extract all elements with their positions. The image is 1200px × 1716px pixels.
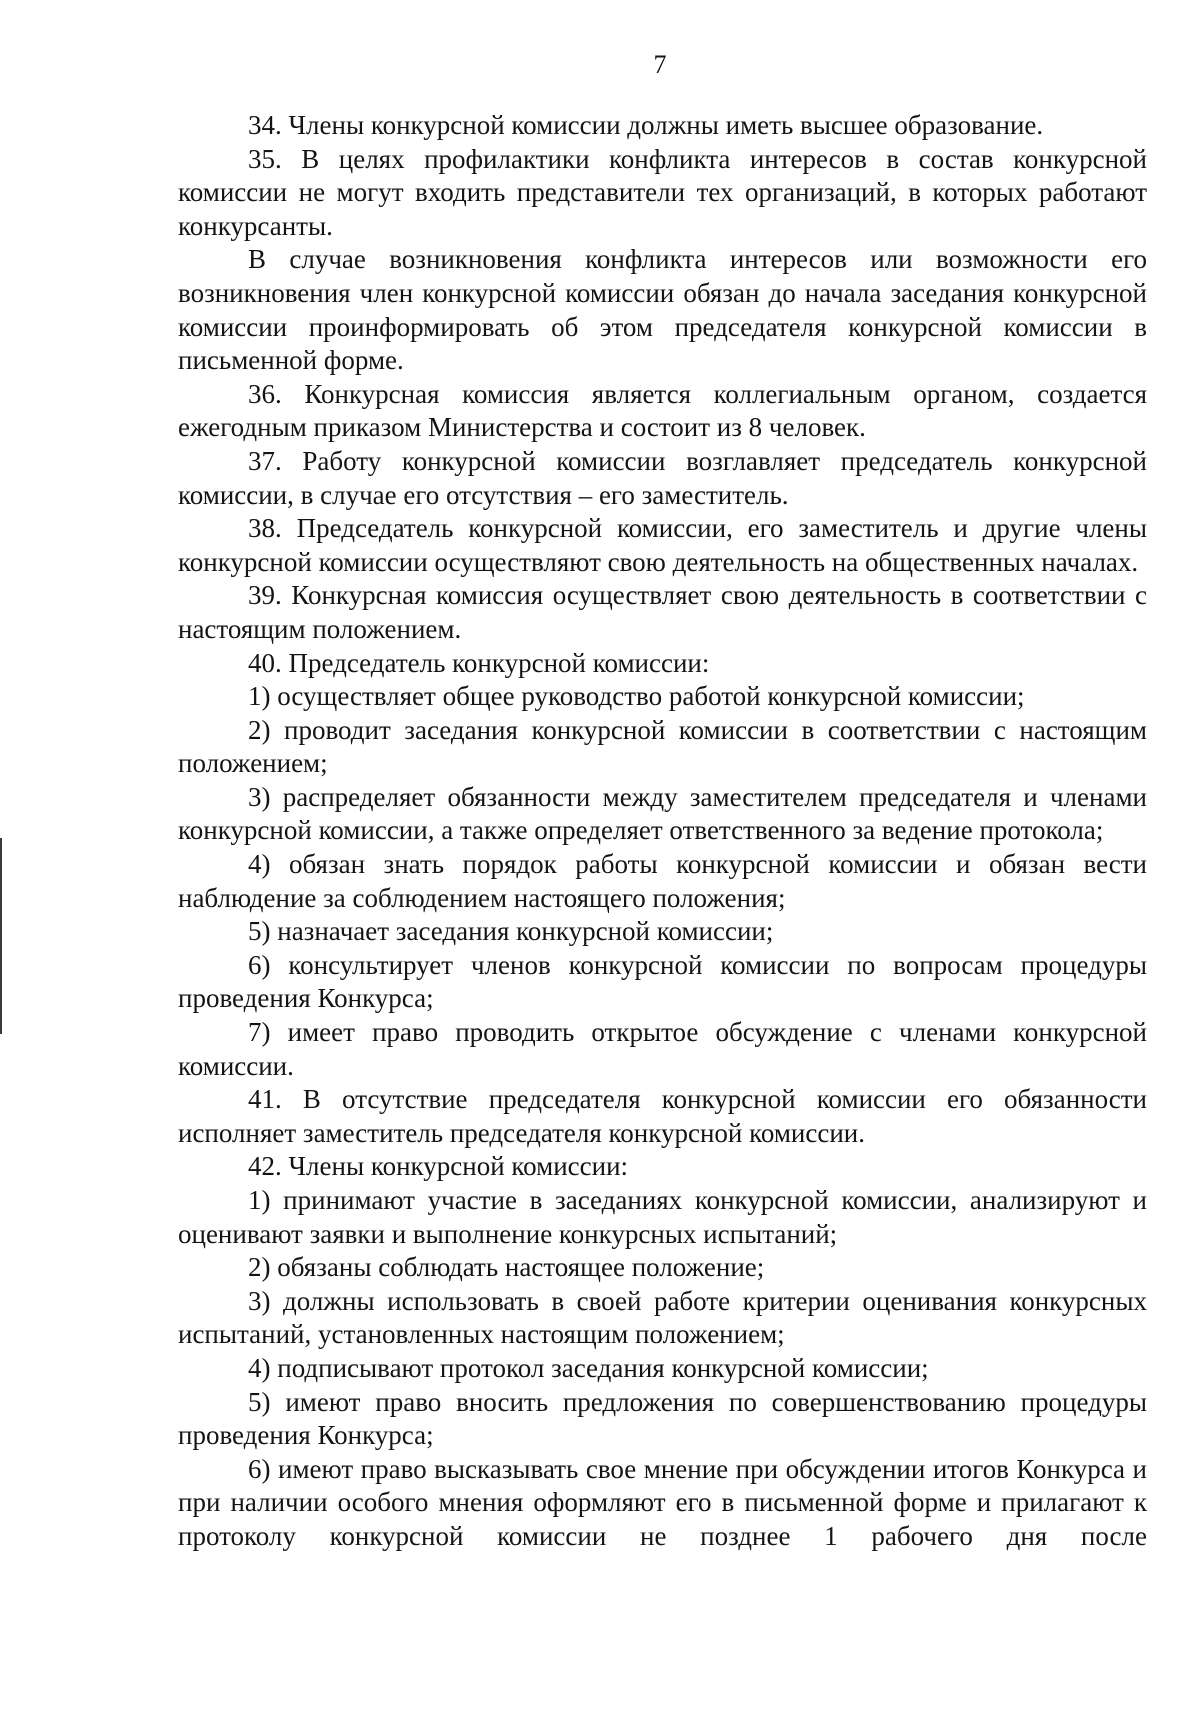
paragraph: 39. Конкурсная комиссия осуществляет свою деятельность в соответствии с настоящим положением. <box>178 580 1147 644</box>
list-item: 2) проводит заседания конкурсной комиссии в соответствии с настоящим положением; <box>178 714 1147 779</box>
list-item: 3) должны использовать в своей работе критерии оценивания конкурсных испытаний, установленных настоящим положением; <box>178 1285 1147 1350</box>
list-item: 5) имеют право вносить предложения по совершенствованию процедуры проведения Конкурса; <box>178 1386 1147 1451</box>
paragraph: 34. Члены конкурсной комиссии должны иметь высшее образование. <box>248 110 1044 140</box>
page-number: 7 <box>653 50 667 79</box>
paragraph: 38. Председатель конкурсной комиссии, его заместитель и другие члены конкурсной комиссии осуществляют свою деятельность на общественных началах. <box>178 513 1147 577</box>
scan-edge-mark <box>0 838 2 1034</box>
list-item: 1) принимают участие в заседаниях конкурсной комиссии, анализируют и оценивают заявки и выполнение конкурсных испытаний; <box>178 1185 1147 1249</box>
list-item: 6) консультирует членов конкурсной комиссии по вопросам процедуры проведения Конкурса; <box>178 949 1147 1014</box>
paragraph: 37. Работу конкурсной комиссии возглавляет председатель конкурсной комиссии, в случае его отсутствия – его заместитель. <box>178 445 1147 510</box>
paragraph: В случае возникновения конфликта интересов или возможности его возникновения член конкурсной комиссии обязан до начала заседания конкурсной комиссии проинформировать об этом председателя конкурсной комиссии в письменной форме. <box>178 244 1147 376</box>
list-item: 7) имеет право проводить открытое обсуждение с членами конкурсной комиссии. <box>178 1017 1147 1081</box>
paragraph: 42. Члены конкурсной комиссии: <box>248 1151 629 1182</box>
list-item: 4) подписывают протокол заседания конкурсной комиссии; <box>248 1352 929 1383</box>
list-item: 3) распределяет обязанности между заместителем председателя и членами конкурсной комиссии, а также определяет ответственного за ведение протокола; <box>178 781 1147 846</box>
list-item: 2) обязаны соблюдать настоящее положение; <box>248 1252 765 1283</box>
list-item: 6) имеют право высказывать свое мнение при обсуждении итогов Конкурса и при наличии особого мнения оформляют его в письменной форме и прилагают к протоколу конкурсной комиссии не позднее 1 рабочего дня после <box>178 1453 1147 1551</box>
paragraph: 36. Конкурсная комиссия является коллегиальным органом, создается ежегодным приказом Министерства и состоит из 8 человек. <box>178 378 1147 443</box>
list-item: 4) обязан знать порядок работы конкурсной комиссии и обязан вести наблюдение за соблюдением настоящего положения; <box>178 849 1147 913</box>
document-body <box>178 109 1147 1554</box>
list-item: 1) осуществляет общее руководство работой конкурсной комиссии; <box>248 681 1025 712</box>
paragraph: 40. Председатель конкурсной комиссии: <box>248 647 710 678</box>
paragraph: 41. В отсутствие председателя конкурсной комиссии его обязанности исполняет заместитель председателя конкурсной комиссии. <box>178 1084 1147 1148</box>
paragraph: 35. В целях профилактики конфликта интересов в состав конкурсной комиссии не могут входить представители тех организаций, в которых работают конкурсанты. <box>178 143 1147 241</box>
list-item: 5) назначает заседания конкурсной комиссии; <box>248 916 774 947</box>
